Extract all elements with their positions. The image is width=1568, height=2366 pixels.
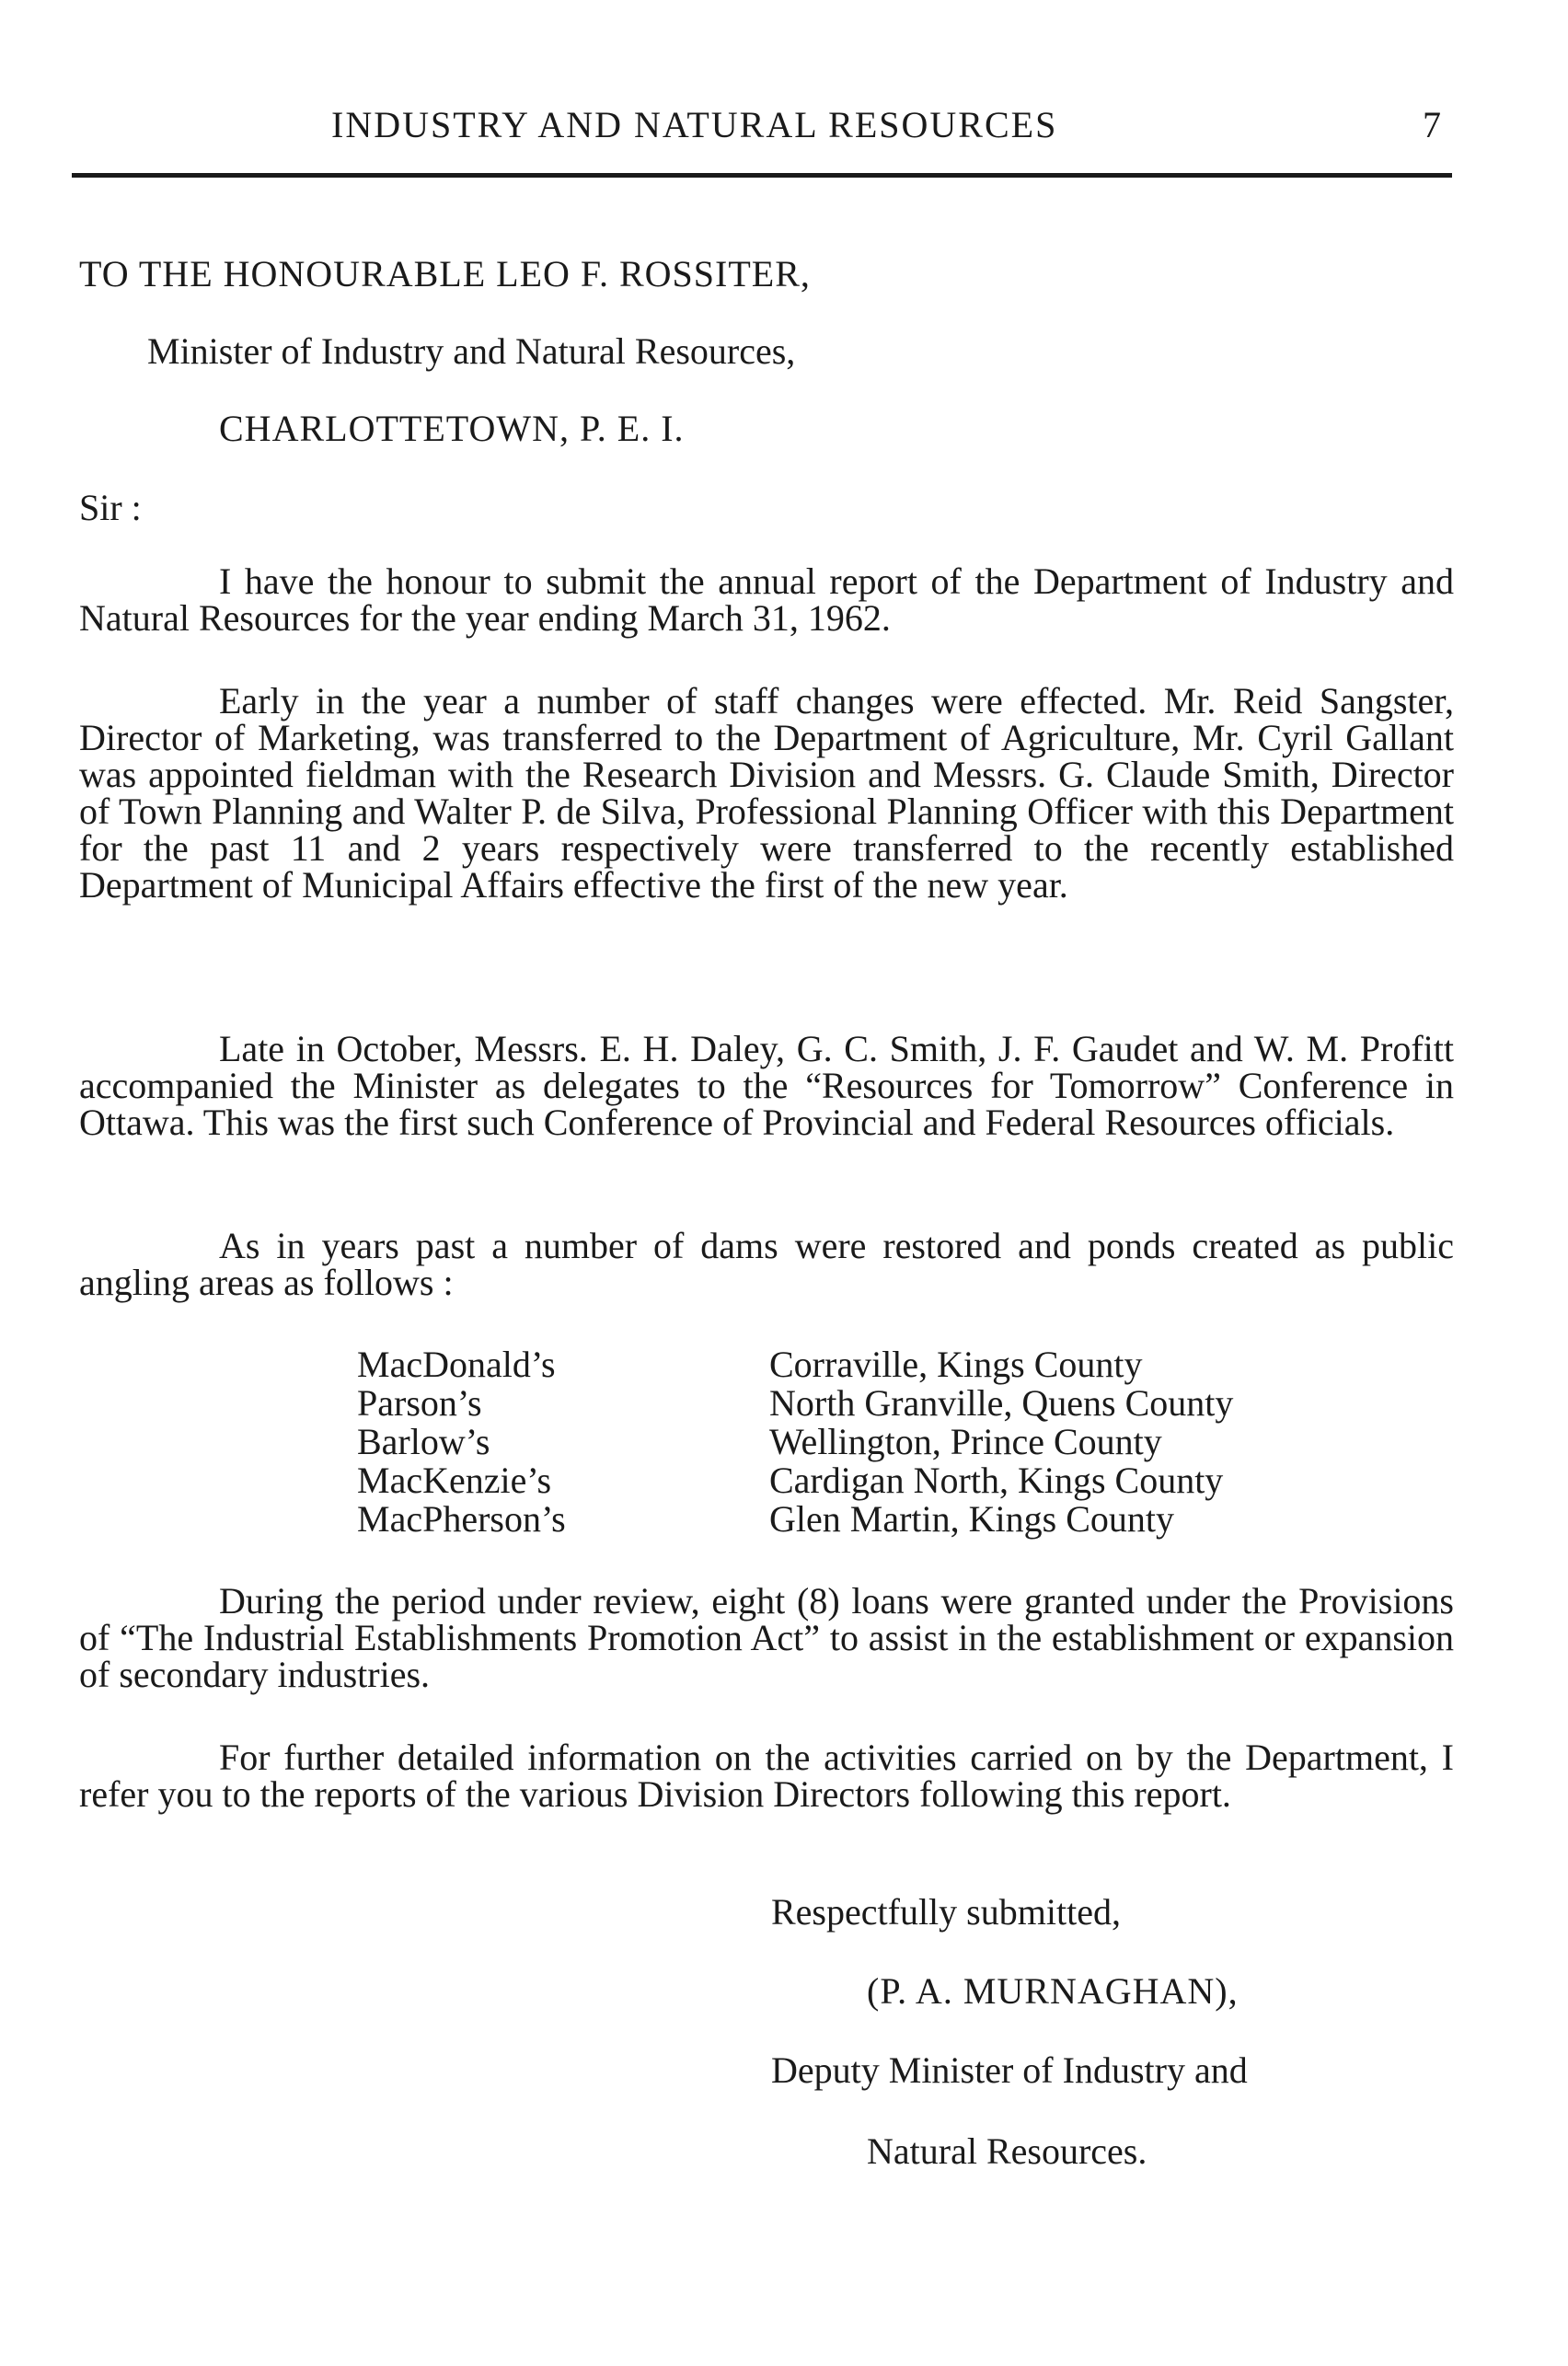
pond-location: Glen Martin, Kings County xyxy=(769,1498,1174,1540)
list-item xyxy=(357,1423,1233,1461)
paragraph-staff-changes: Early in the year a number of staff changes were effected. Mr. Reid Sangster, Director of Marketing, was transferred to the Department of Agriculture, Mr. Cyril Gallant was appointed fieldman with the Research Division and Messrs. G. Claude Smith, Director of Town Planning and Walter P. de Silva, Professional Planning Officer with this Department for the past 11 and 2 years respectively were transferred to the recently established Department of Municipal Affairs effective the first of the new year. xyxy=(79,680,1454,906)
signatory-position-line-2: Natural Resources. xyxy=(867,2130,1147,2172)
minister-title-line: Minister of Industry and Natural Resources, xyxy=(147,330,796,372)
list-item xyxy=(357,1461,1233,1500)
signatory-position-line-1: Deputy Minister of Industry and xyxy=(771,2049,1248,2091)
city-line: CHARLOTTETOWN, P. E. I. xyxy=(219,408,685,449)
complimentary-close: Respectfully submitted, xyxy=(771,1891,1121,1933)
list-item xyxy=(357,1500,1233,1539)
header-rule xyxy=(72,173,1452,178)
salutation: Sir : xyxy=(79,487,142,528)
paragraph-intro: I have the honour to submit the annual report of the Department of Industry and Natural Resources for the year ending March 31, 1962. xyxy=(79,560,1454,639)
list-item xyxy=(357,1384,1233,1423)
running-head-title: INDUSTRY AND NATURAL RESOURCES xyxy=(331,104,1058,145)
paragraph-conference: Late in October, Messrs. E. H. Daley, G. C. Smith, J. F. Gaudet and W. M. Profitt accompanied the Minister as delegates to the “Resources for Tomorrow” Conference in Ottawa. This was the first such Conference of Provincial and Federal Resources officials. xyxy=(79,1028,1454,1143)
pond-location: Wellington, Prince County xyxy=(769,1421,1162,1462)
pond-name: Parson’s xyxy=(357,1382,482,1424)
addressee-line: TO THE HONOURABLE LEO F. ROSSITER, xyxy=(79,253,811,294)
pond-location: Cardigan North, Kings County xyxy=(769,1460,1224,1501)
list-item xyxy=(357,1345,1233,1384)
signatory-name: (P. A. MURNAGHAN), xyxy=(867,1970,1239,2012)
ponds-list xyxy=(357,1345,1233,1539)
pond-name: MacKenzie’s xyxy=(357,1460,552,1501)
paragraph-loans: During the period under review, eight (8) loans were granted under the Provisions of “The Industrial Establishments Promotion Act” to assist in the establishment or expansion of secondary industries. xyxy=(79,1580,1454,1695)
paragraph-further-info: For further detailed information on the activities carried on by the Department, I refer you to the reports of the various Division Directors following this report. xyxy=(79,1737,1454,1815)
page-number: 7 xyxy=(1423,104,1441,145)
pond-name: Barlow’s xyxy=(357,1421,490,1462)
paragraph-dams: As in years past a number of dams were restored and ponds created as public angling areas as follows : xyxy=(79,1225,1454,1303)
pond-location: Corraville, Kings County xyxy=(769,1344,1143,1385)
pond-name: MacDonald’s xyxy=(357,1344,556,1385)
pond-location: North Granville, Quens County xyxy=(769,1382,1234,1424)
pond-name: MacPherson’s xyxy=(357,1498,566,1540)
